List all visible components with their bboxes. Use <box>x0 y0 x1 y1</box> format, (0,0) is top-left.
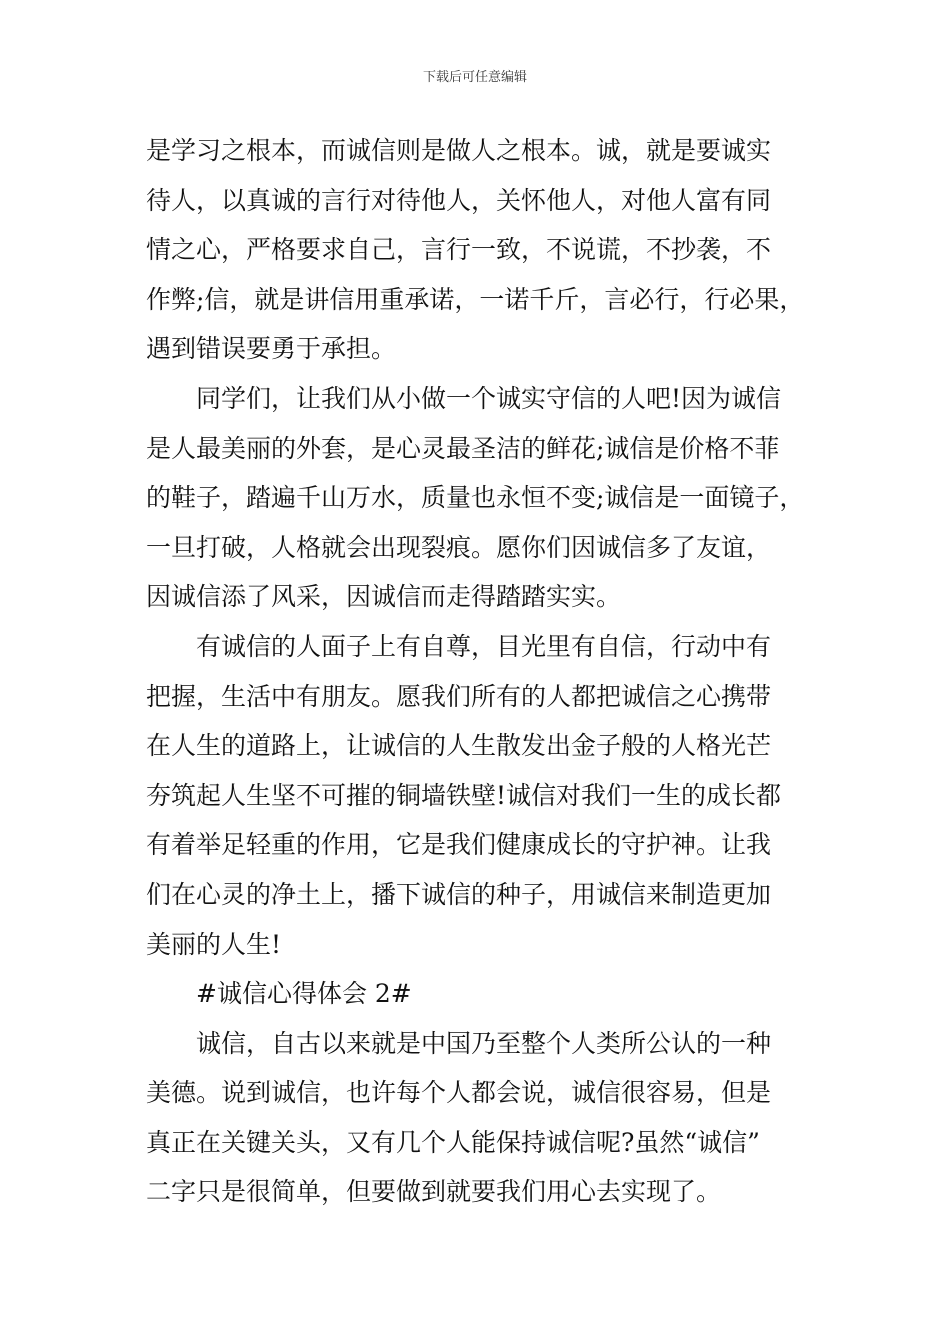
page-header: 下载后可任意编辑 <box>422 70 527 85</box>
text-line: 们在心灵的净土上，播下诚信的种子，用诚信来制造更加 <box>146 879 772 909</box>
text-line: 一旦打破，人格就会出现裂痕。愿你们因诚信多了友谊， <box>146 532 772 562</box>
text-line: 二字只是很简单，但要做到就要我们用心去实现了。 <box>146 1177 722 1207</box>
text-line: 夯筑起人生坚不可摧的铜墙铁壁!诚信对我们一生的成长都 <box>146 780 782 810</box>
text-line: 同学们，让我们从小做一个诚实守信的人吧!因为诚信 <box>196 383 782 413</box>
text-line: 真正在关键关头，又有几个人能保持诚信呢?虽然“诚信” <box>146 1127 760 1157</box>
text-line: #诚信心得体会 2# <box>196 979 412 1009</box>
text-line: 在人生的道路上，让诚信的人生散发出金子般的人格光芒 <box>146 731 772 761</box>
text-line: 是人最美丽的外套，是心灵最圣洁的鲜花;诚信是价格不菲 <box>146 433 780 463</box>
text-line: 的鞋子，踏遍千山万水，质量也永恒不变;诚信是一面镜子， <box>146 483 805 513</box>
text-line: 作弊;信，就是讲信用重承诺，一诺千斤，言必行，行必果， <box>146 284 805 314</box>
text-line: 美丽的人生! <box>146 929 282 959</box>
text-line: 是学习之根本，而诚信则是做人之根本。诚，就是要诚实 <box>146 136 772 165</box>
text-line: 待人，以真诚的言行对待他人，关怀他人，对他人富有同 <box>146 185 772 215</box>
text-line: 有着举足轻重的作用，它是我们健康成长的守护神。让我 <box>146 830 772 860</box>
text-line: 情之心，严格要求自己，言行一致，不说谎，不抄袭，不 <box>146 235 772 265</box>
text-line: 有诚信的人面子上有自尊，目光里有自信，行动中有 <box>196 631 772 661</box>
document-body <box>146 126 836 1217</box>
text-line: 把握，生活中有朋友。愿我们所有的人都把诚信之心携带 <box>146 681 772 711</box>
text-line: 因诚信添了风采，因诚信而走得踏踏实实。 <box>146 582 622 612</box>
text-line: 遇到错误要勇于承担。 <box>146 334 397 364</box>
text-line: 美德。说到诚信，也许每个人都会说，诚信很容易，但是 <box>146 1078 772 1108</box>
text-line: 诚信，自古以来就是中国乃至整个人类所公认的一种 <box>196 1028 772 1058</box>
